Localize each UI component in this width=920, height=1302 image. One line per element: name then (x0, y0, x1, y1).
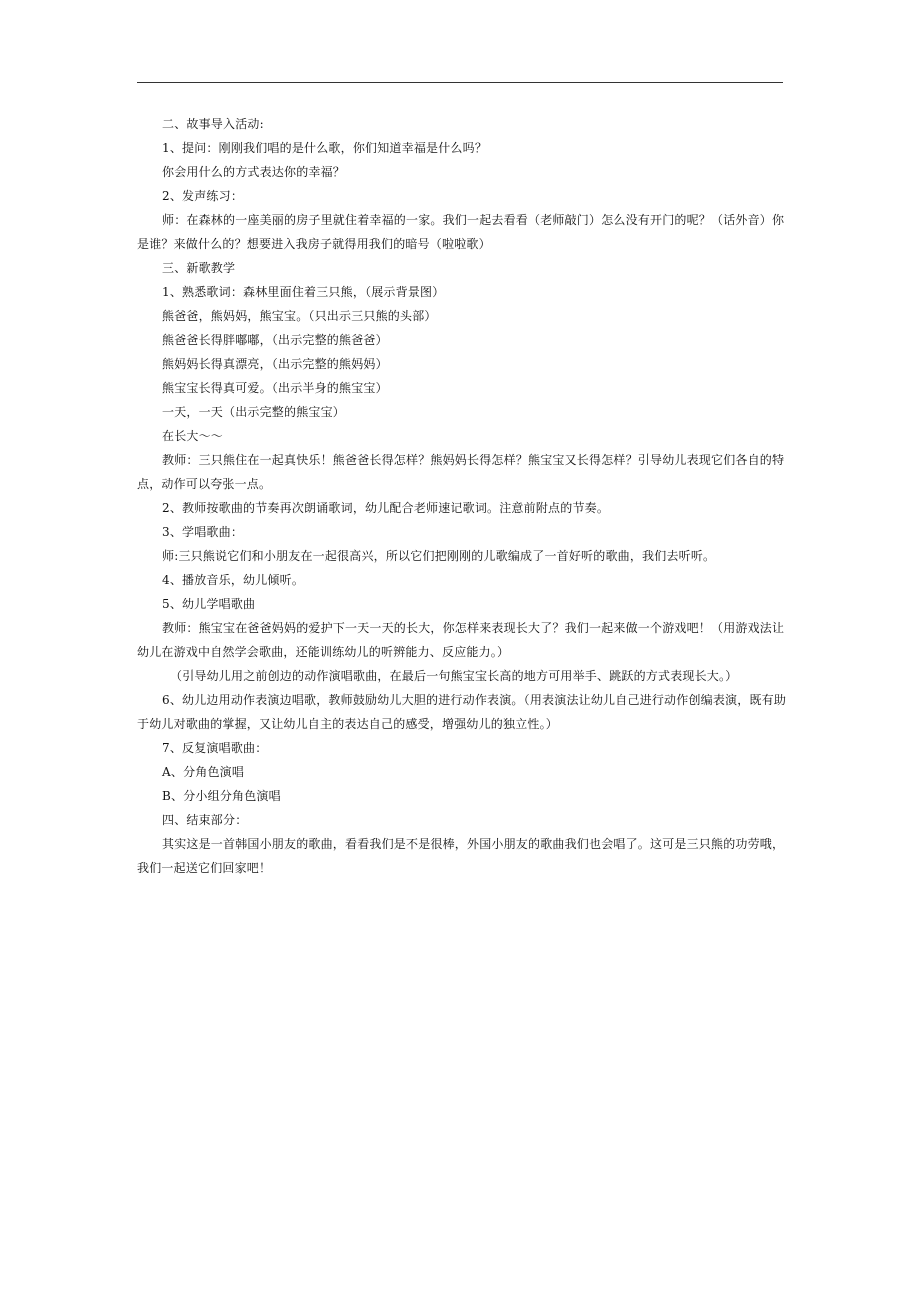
section-heading-story-intro: 二、故事导入活动: (162, 117, 264, 131)
paragraph-learn-song: 3、学唱歌曲： (162, 525, 244, 539)
paragraph-perform: 6、幼儿边用动作表演边唱歌，教师鼓励幼儿大胆的进行动作表演。（用表演法让幼儿自己进行动作创编表演，既有助于幼儿对歌曲的掌握，又让幼儿自主的表达自己的感受，增强幼儿的独立性。） (137, 693, 787, 731)
paragraph-role-sing: A、分角色演唱 (162, 765, 245, 779)
paragraph-bear-family: 熊爸爸，熊妈妈，熊宝宝。（只出示三只熊的头部） (162, 309, 437, 323)
paragraph-game: 教师：熊宝宝在爸爸妈妈的爱护下一天一天的长大，你怎样来表现长大了？我们一起来做一个游戏吧！（用游戏法让幼儿在游戏中自然学会歌曲，还能训练幼儿的听辨能力、反应能力。） (137, 621, 785, 659)
paragraph-growing-up: 在长大～～ (162, 429, 224, 443)
paragraph-baby-bear: 熊宝宝长得真可爱。（出示半身的熊宝宝） (162, 381, 388, 395)
paragraph-lyrics-intro: 1、熟悉歌词：森林里面住着三只熊，（展示背景图） (162, 285, 445, 299)
paragraph-bears-happy: 师:三只熊说它们和小朋友在一起很高兴，所以它们把刚刚的儿歌编成了一首好听的歌曲，我们去听听。 (162, 549, 716, 563)
paragraph-day-by-day: 一天，一天（出示完整的熊宝宝） (162, 405, 346, 419)
paragraph-repeat-sing: 7、反复演唱歌曲： (162, 741, 268, 755)
section-heading-new-song: 三、新歌教学 (162, 261, 236, 275)
paragraph-children-sing: 5、幼儿学唱歌曲 (162, 597, 256, 611)
paragraph-play-music: 4、播放音乐，幼儿倾听。 (162, 573, 305, 587)
paragraph-guide-movement: （引导幼儿用之前创边的动作演唱歌曲，在最后一句熊宝宝长高的地方可用举手、跳跃的方式表现长大。） (170, 669, 738, 683)
header-rule (137, 82, 783, 83)
paragraph-teacher-happy: 教师：三只熊住在一起真快乐！熊爸爸长得怎样？熊妈妈长得怎样？熊宝宝又长得怎样？引导幼儿表现它们各自的特点，动作可以夸张一点。 (137, 453, 785, 491)
paragraph-group-role-sing: B、分小组分角色演唱 (162, 789, 281, 803)
section-heading-ending: 四、结束部分： (162, 813, 248, 827)
paragraph-vocal-practice: 2、发声练习： (162, 189, 244, 203)
paragraph-express-happiness: 你会用什么的方式表达你的幸福？ (162, 165, 346, 179)
paragraph-rhythm-recite: 2、教师按歌曲的节奏再次朗诵歌词，幼儿配合老师速记歌词。注意前附点的节奏。 (162, 501, 610, 515)
paragraph-question: 1、提问：刚刚我们唱的是什么歌，你们知道幸福是什么吗？ (162, 141, 488, 155)
paragraph-mama-bear: 熊妈妈长得真漂亮，（出示完整的熊妈妈） (162, 357, 388, 371)
paragraph-papa-bear: 熊爸爸长得胖嘟嘟，（出示完整的熊爸爸） (162, 333, 388, 347)
paragraph-forest-house: 师：在森林的一座美丽的房子里就住着幸福的一家。我们一起去看看（老师敲门）怎么没有开门的呢？（话外音）你是谁？来做什么的？想要进入我房子就得用我们的暗号（啦啦歌） (137, 213, 785, 251)
document-body (137, 112, 787, 880)
paragraph-korean-song: 其实这是一首韩国小朋友的歌曲，看看我们是不是很棒，外国小朋友的歌曲我们也会唱了。这可是三只熊的功劳哦，我们一起送它们回家吧！ (137, 837, 785, 875)
